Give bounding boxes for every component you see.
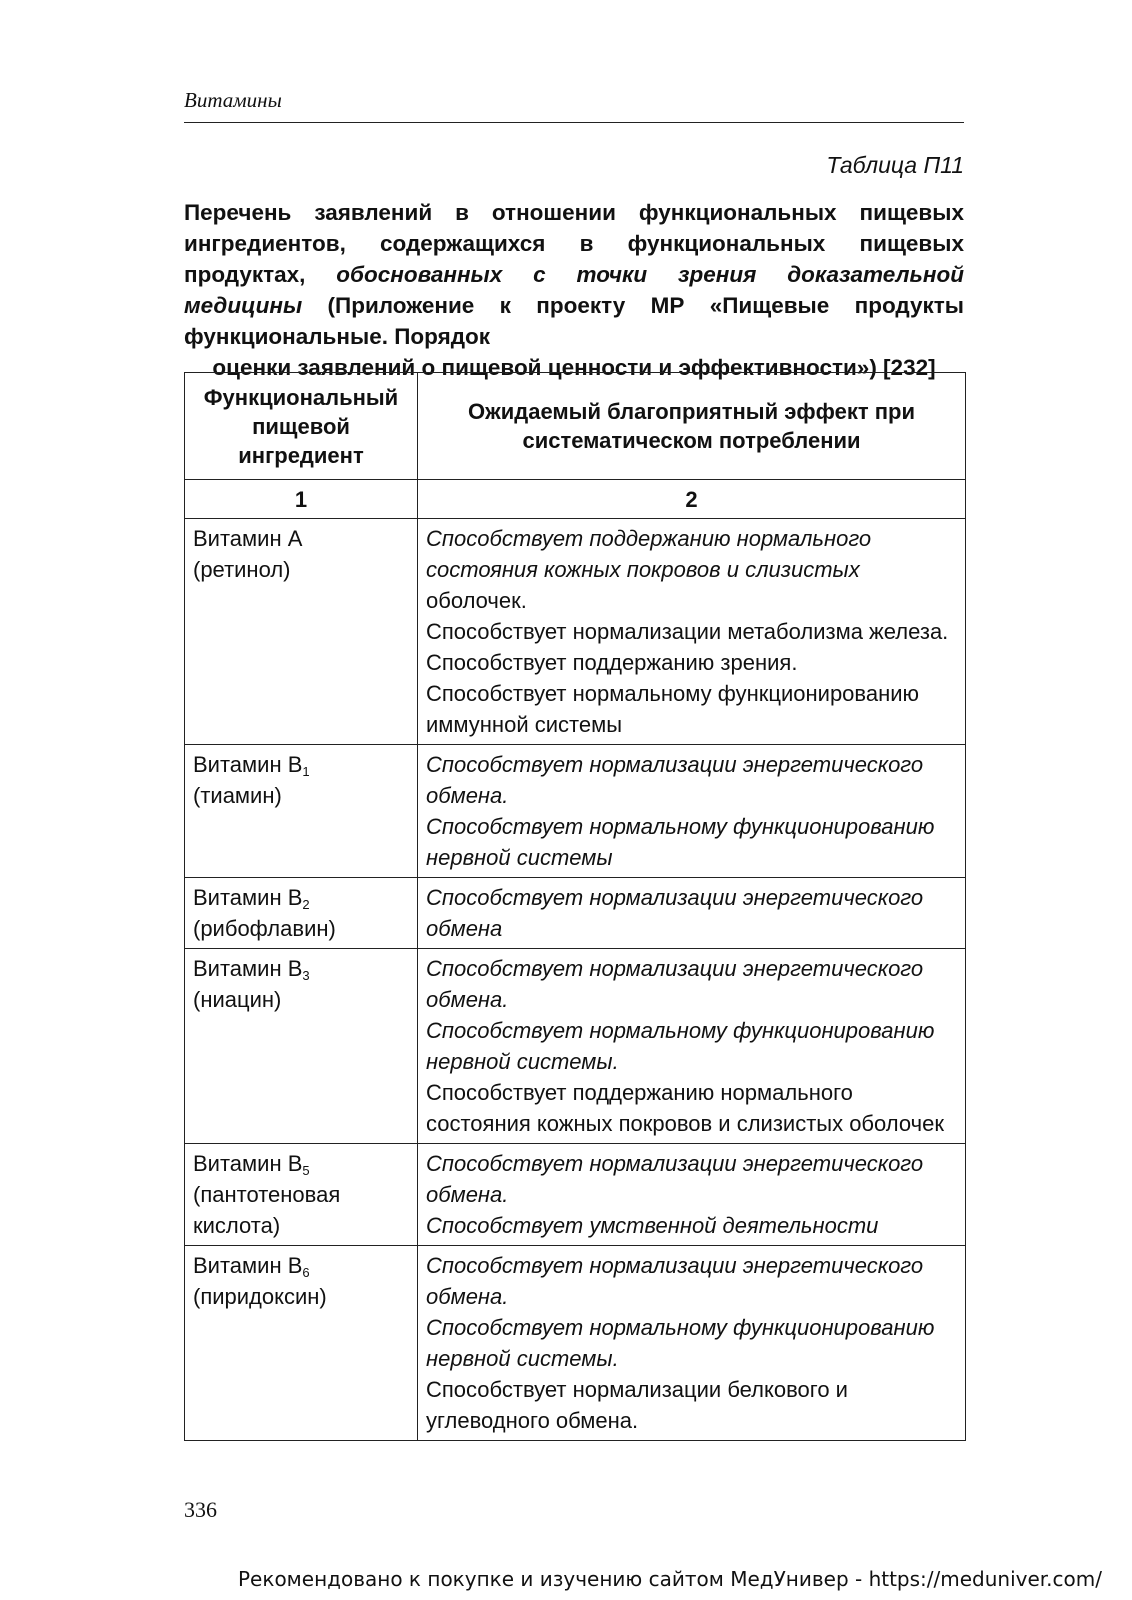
effect-statement: Способствует умственной деятельности — [426, 1213, 879, 1238]
table-row — [185, 519, 966, 745]
effect-statement: Способствует нормальному функционированию нервной системы — [426, 814, 935, 870]
column-number-row — [185, 480, 966, 519]
effect-statement: Способствует нормализации энергетического обмена. — [426, 1151, 924, 1207]
table-row — [185, 1246, 966, 1441]
ingredient-cell — [185, 1246, 418, 1441]
caption-part-4: оценки заявлений о пищевой ценности и эффективности») [232] — [212, 355, 936, 380]
ingredient-subscript: 3 — [302, 968, 310, 983]
effect-cell — [418, 878, 966, 949]
ingredient-name: Витамин В — [193, 752, 303, 777]
ingredient-name: Витамин В — [193, 885, 303, 910]
column-number-2: 2 — [418, 480, 966, 519]
effect-cell — [418, 1144, 966, 1246]
ingredient-subscript: 6 — [302, 1265, 310, 1280]
caption-italic-part: обоснованных с точки зрения доказательной медицины — [184, 262, 964, 318]
ingredient-cell — [185, 519, 418, 745]
table-row — [185, 1144, 966, 1246]
ingredient-name: Витамин А — [193, 526, 303, 551]
effect-cell — [418, 949, 966, 1144]
footer-note: Рекомендовано к покупке и изучению сайтом МедУнивер - https://meduniver.com/ — [238, 1567, 1102, 1591]
effect-cell — [418, 1246, 966, 1441]
page-number: 336 — [184, 1497, 217, 1522]
column-number-1: 1 — [185, 480, 418, 519]
header-rule — [184, 122, 964, 123]
ingredient-cell — [185, 949, 418, 1144]
ingredient-common-name: (тиамин) — [193, 783, 282, 808]
effect-statement: Способствует поддержанию нормального состояния кожных покровов и слизистых — [426, 526, 872, 582]
ingredient-common-name: (рибофлавин) — [193, 916, 336, 941]
header-ingredient: Функциональный пищевой ингредиент — [185, 373, 418, 480]
effect-statement: Способствует нормализации энергетического обмена. — [426, 752, 924, 808]
effect-statement: Способствует поддержанию нормального состояния кожных покровов и слизистых оболочек — [426, 1080, 944, 1136]
effect-statement: Способствует нормализации энергетического обмена. — [426, 1253, 924, 1309]
ingredient-common-name: (ретинол) — [193, 557, 291, 582]
table-caption — [184, 197, 964, 383]
caption-part-3: (Приложение к проекту МР «Пищевые продукты функциональные. Порядок — [184, 293, 964, 349]
effect-statement: Способствует нормальному функционированию нервной системы. — [426, 1018, 935, 1074]
effect-statement: Способствует поддержанию зрения. — [426, 650, 798, 675]
ingredient-subscript: 5 — [302, 1163, 310, 1178]
running-head: Витамины — [184, 88, 282, 112]
ingredient-name: Витамин В — [193, 956, 303, 981]
effect-cell — [418, 745, 966, 878]
table-row — [185, 949, 966, 1144]
effect-statement: Способствует нормализации энергетического обмена. — [426, 956, 924, 1012]
ingredient-common-name: (пиридоксин) — [193, 1284, 327, 1309]
ingredient-cell — [185, 878, 418, 949]
ingredient-cell — [185, 1144, 418, 1246]
ingredient-common-name: (пантотеновая кислота) — [193, 1182, 341, 1238]
header-row — [185, 373, 966, 480]
effect-statement: Способствует нормализации метаболизма железа. — [426, 619, 949, 644]
table-number: Таблица П11 — [826, 152, 964, 178]
vitamin-claims-table — [184, 372, 966, 1441]
ingredient-common-name: (ниацин) — [193, 987, 282, 1012]
table-body — [185, 519, 966, 1441]
ingredient-subscript: 1 — [302, 764, 310, 779]
effect-statement: Способствует нормализации энергетического обмена — [426, 885, 924, 941]
effect-statement: Способствует нормальному функционированию нервной системы. — [426, 1315, 935, 1371]
effect-statement: Способствует нормализации белкового и углеводного обмена. — [426, 1377, 848, 1433]
effect-cell — [418, 519, 966, 745]
table-row — [185, 878, 966, 949]
ingredient-name: Витамин В — [193, 1253, 303, 1278]
caption-part-1: Перечень заявлений в отношении функциональных пищевых ингредиентов, содержащихся в функциональных пищевых продуктах, — [184, 200, 964, 287]
effect-statement: оболочек. — [426, 588, 527, 613]
ingredient-subscript: 2 — [302, 897, 310, 912]
effect-statement: Способствует нормальному функционированию иммунной системы — [426, 681, 920, 737]
table-row — [185, 745, 966, 878]
header-effect: Ожидаемый благоприятный эффект при систематическом потреблении — [418, 373, 966, 480]
ingredient-cell — [185, 745, 418, 878]
ingredient-name: Витамин В — [193, 1151, 303, 1176]
